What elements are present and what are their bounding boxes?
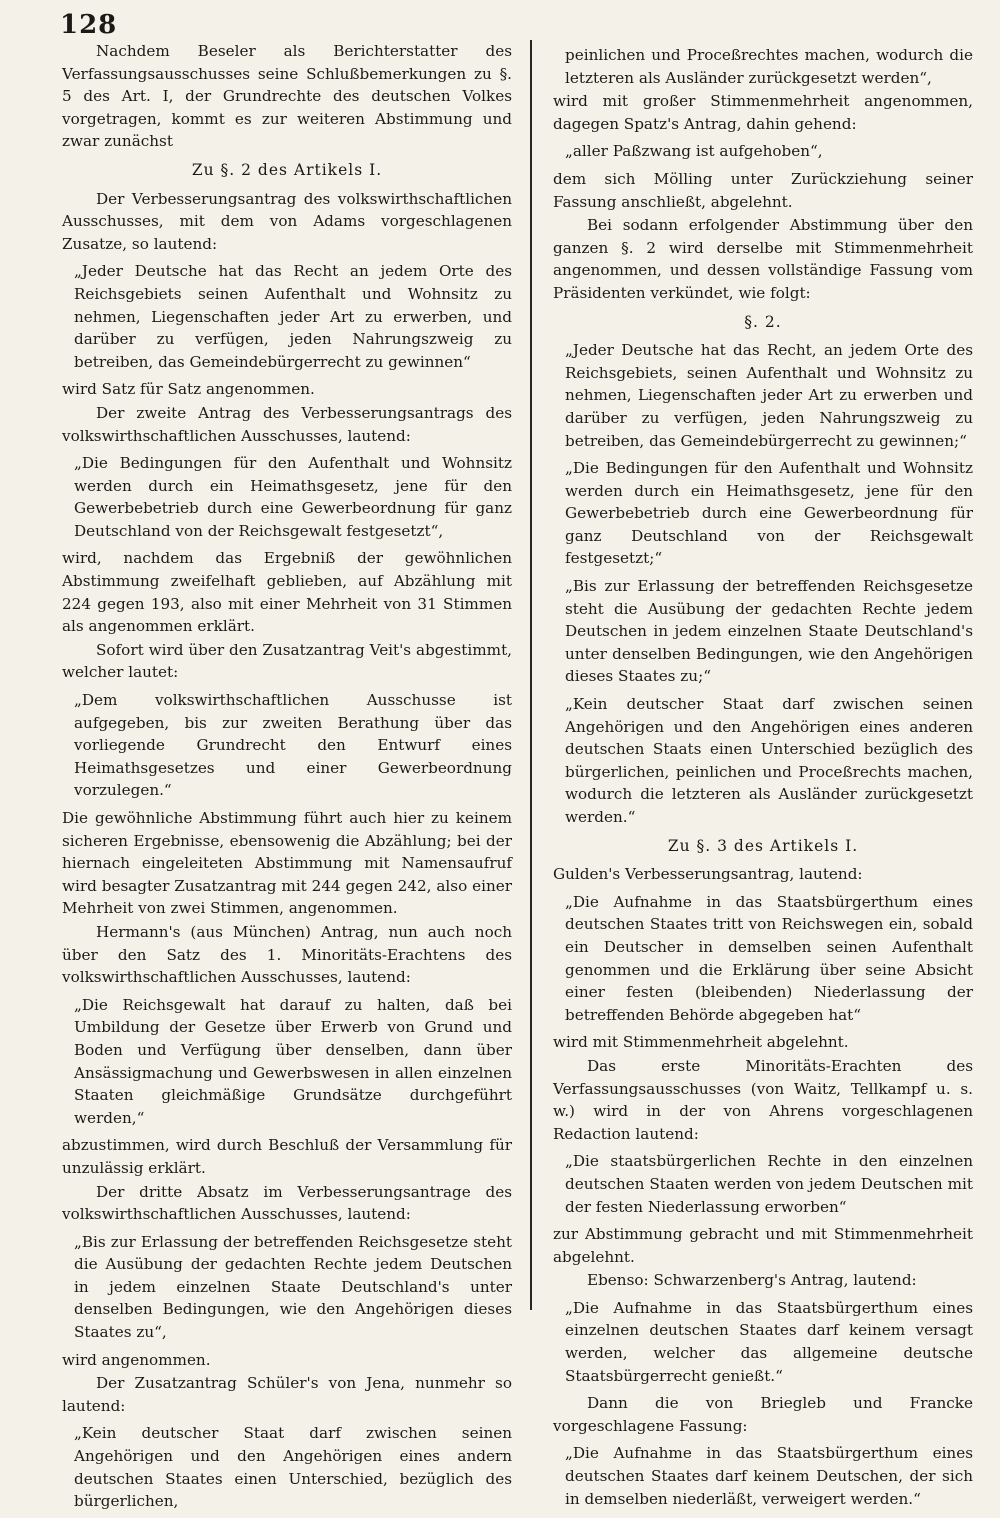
paragraph: Der dritte Absatz im Verbesserungsantrage des volkswirthschaftlichen Ausschusses, lautend: [62,1182,512,1224]
quotation: „Jeder Deutsche hat das Recht, an jedem Orte des Reichsgebiets, seinen Aufenthalt und Wohnsitz zu nehmen, Liegenschaften jeder Art zu erwerben und darüber zu verfügen, jeden Nahrungszweig zu betreiben, das Gemeindebürgerrecht zu gewinnen;“ [565,341,973,450]
section-heading: Zu §. 3 des Artikels I. [667,836,859,855]
quotation: „Die Aufnahme in das Staatsbürgerthum eines deutschen Staates tritt von Reichswegen ein, sobald ein Deutscher in demselben seinen Aufenthalt genommen und die Erklärung über seine Absicht einer festen (bleibenden) Niederlassung der betreffenden Behörde abgegeben hat“ [565,892,973,1024]
paragraph: Dann die von Briegleb und Francke vorgeschlagene Fassung: [553,1394,973,1435]
quotation: „Dem volkswirthschaftlichen Ausschusse ist aufgegeben, bis zur zweiten Berathung über das vorliegende Grundrecht den Entwurf eines Heimathsgesetzes und einer Gewerbeordnung vorzulegen.“ [74,691,512,800]
paragraph: wird mit großer Stimmenmehrheit angenommen, dagegen Spatz's Antrag, dahin gehend: [553,92,973,133]
quotation: „Kein deutscher Staat darf zwischen seinen Angehörigen und den Angehörigen eines anderen deutschen Staats einen Unterschied bezüglich des bürgerlichen, peinlichen und Proceßrechts machen, wodurch die letzteren als Ausländer zurückgesetzt werden.“ [565,695,973,826]
quotation: „Bis zur Erlassung der betreffenden Reichsgesetze steht die Ausübung der gedachten Rechte jedem Deutschen in jedem einzelnen Staate Deutschland's unter denselben Bedingungen, wie den Angehörigen dieses Staates zu;“ [565,577,973,686]
quotation: „Die Aufnahme in das Staatsbürgerthum eines einzelnen deutschen Staates darf keinem versagt werden, welcher das allgemeine deutsche Staatsbürgerrecht genießt.“ [565,1298,973,1385]
quotation: „Kein deutscher Staat darf zwischen seinen Angehörigen und den Angehörigen eines andern deutschen Staates einen Unterschied, bezüglich des bürgerlichen, [74,1424,512,1511]
quotation: „Die Aufnahme in das Staatsbürgerthum eines deutschen Staates darf keinem Deutschen, der sich in demselben niederläßt, verweigert werden.“ [565,1444,973,1508]
paragraph: Der zweite Antrag des Verbesserungsantrags des volkswirthschaftlichen Ausschusses, lautend: [62,403,512,445]
paragraph: wird Satz für Satz angenommen. [62,380,315,399]
quotation: „Die staatsbürgerlichen Rechte in den einzelnen deutschen Staaten werden von jedem Deutschen mit der festen Niederlassung erworben“ [565,1152,973,1216]
right-column [553,44,973,1515]
section-heading: §. 2. [744,312,782,331]
quotation: „Bis zur Erlassung der betreffenden Reichsgesetze steht die Ausübung der gedachten Rechte jedem Deutschen in jedem einzelnen Staate Deutschland's unter denselben Bedingungen, wie den Angehörigen dieses Staates zu“, [74,1232,512,1342]
quotation-continued: peinlichen und Proceßrechtes machen, wodurch die letzteren als Ausländer zurückgesetzt werden“, [565,46,973,87]
paragraph: dem sich Mölling unter Zurückziehung seiner Fassung anschließt, abgelehnt. [553,169,973,211]
column-divider [530,40,532,1310]
quotation: „Die Bedingungen für den Aufenthalt und Wohnsitz werden durch ein Heimathsgesetz, jene für den Gewerbebetrieb durch eine Gewerbeordnung für ganz Deutschland von der Reichsgewalt festgesetzt;“ [565,459,973,568]
quotation: „aller Paßzwang ist aufgehoben“, [565,142,823,161]
paragraph: Das erste Minoritäts-Erachten des Verfassungsausschusses (von Waitz, Tellkampf u. s. w.) wird in der von Ahrens vorgeschlagenen Redaction lautend: [553,1056,973,1143]
paragraph: Gulden's Verbesserungsantrag, lautend: [553,865,863,884]
quotation: „Die Reichsgewalt hat darauf zu halten, daß bei Umbildung der Gesetze über Erwerb von Grund und Boden und Verfügung über denselben, dann über Ansässigmachung und Gewerbswesen in allen einzelnen Staaten gleichmäßige Grundsätze durchgeführt werden,“ [74,995,512,1127]
paragraph: Ebenso: Schwarzenberg's Antrag, lautend: [587,1271,917,1290]
quotation: „Jeder Deutsche hat das Recht an jedem Orte des Reichsgebiets seinen Aufenthalt und Wohnsitz zu nehmen, Liegenschaften jeder Art zu erwerben, und darüber zu verfügen, jeden Nahrungszweig zu betreiben, das Gemeindebürgerrecht zu gewinnen“ [74,262,512,371]
left-column [62,40,512,1518]
paragraph: Bei sodann erfolgender Abstimmung über den ganzen §. 2 wird derselbe mit Stimmenmehrheit angenommen, und dessen vollständige Fassung vom Präsidenten verkündet, wie folgt: [553,216,973,302]
paragraph: zur Abstimmung gebracht und mit Stimmenmehrheit abgelehnt. [553,1225,973,1266]
paragraph: wird mit Stimmenmehrheit abgelehnt. [553,1033,849,1052]
paragraph: Der Verbesserungsantrag des volkswirthschaftlichen Ausschusses, mit dem von Adams vorgeschlagenen Zusatze, so lautend: [62,189,512,253]
paragraph: abzustimmen, wird durch Beschluß der Versammlung für unzulässig erklärt. [62,1136,512,1177]
paragraph: Hermann's (aus München) Antrag, nun auch noch über den Satz des 1. Minoritäts-Erachtens des volkswirthschaftlichen Ausschusses, lautend: [62,922,512,987]
quotation: „Die Bedingungen für den Aufenthalt und Wohnsitz werden durch ein Heimathsgesetz, jene für den Gewerbebetrieb durch eine Gewerbeordnung für ganz Deutschland von der Reichsgewalt festgesetzt“, [74,454,512,540]
paragraph: Sofort wird über den Zusatzantrag Veit's abgestimmt, welcher lautet: [62,640,512,682]
section-heading: Zu §. 2 des Artikels I. [191,160,383,179]
paragraph: Die gewöhnliche Abstimmung führt auch hier zu keinem sicheren Ergebnisse, ebensowenig die Abzählung; bei der hiernach eingeleiteten Abstimmung mit Namensaufruf wird besagter Zusatzantrag mit 244 gegen 242, also einer Mehrheit von zwei Stimmen, angenommen. [62,809,512,918]
paragraph: wird, nachdem das Ergebniß der gewöhnlichen Abstimmung zweifelhaft geblieben, auf Abzählung mit 224 gegen 193, also mit einer Mehrheit von 31 Stimmen als angenommen erklärt. [62,549,512,636]
paragraph: Der Zusatzantrag Schüler's von Jena, nunmehr so lautend: [62,1374,512,1415]
paragraph: wird angenommen. [62,1350,211,1369]
paragraph: Nachdem Beseler als Berichterstatter des Verfassungsausschusses seine Schlußbemerkungen zu §. 5 des Art. I, der Grundrechte des deutschen Volkes vorgetragen, kommt es zur weiteren Abstimmung und zwar zunächst [62,42,512,151]
page-number: 128 [60,10,118,40]
